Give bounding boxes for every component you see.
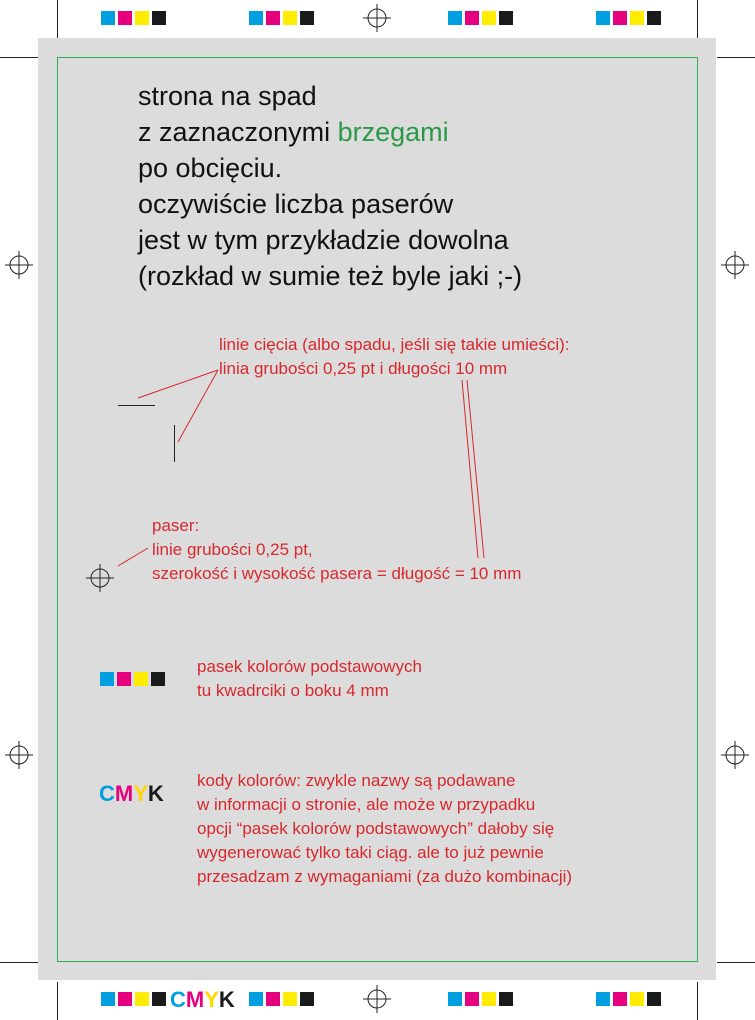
color-bar-top-3 [448,11,513,25]
color-codes-note-line-2: w informacji o stronie, ale może w przypadku [197,795,536,814]
main-text-line-2 [138,114,522,150]
cut-lines-note-line-1: linie cięcia (albo spadu, jeśli się takie umieści): [219,335,570,354]
register-mark-example [86,564,114,592]
example-crop-lines [118,406,175,463]
main-text-line-6: (rozkład w sumie też byle jaki ;-) [138,261,523,291]
highlight-edges: brzegami [337,117,449,147]
cut-lines-note-line-2: linia grubości 0,25 pt i długości 10 mm [219,359,508,378]
cut-lines-note [219,333,570,381]
leader-line-crop-vertical [178,370,218,442]
register-mark-right-upper [721,251,749,279]
leader-line-crop-horizontal [138,370,218,398]
main-text-line-2-prefix: z zaznaczonymi [138,117,338,147]
cmyk-c: C [170,987,186,1012]
color-bar-note-line-1: pasek kolorów podstawowych [197,657,422,676]
main-text-line-1: strona na spad [138,81,317,111]
color-bar-note-line-2: tu kwadrciki o boku 4 mm [197,681,389,700]
cmyk-m: M [114,781,134,806]
cmyk-y: Y [204,987,219,1012]
register-note-line-3: szerokość i wysokość pasera = długość = 10 mm [152,564,522,583]
main-text-line-5: jest w tym przykładzie dowolna [138,225,509,255]
color-bar-note [197,655,422,703]
register-mark-top [363,4,391,32]
cmyk-k: K [218,987,235,1012]
color-codes-note-line-4: wygenerować tylko taki ciąg. ale to już pewnie [197,843,544,862]
main-text-line-3: po obcięciu. [138,153,283,183]
cmyk-k: K [147,781,164,806]
register-note-line-1: paser: [152,516,200,535]
color-bar-top-2 [249,11,314,25]
color-bar-top-1 [101,11,166,25]
main-description [138,78,522,294]
register-mark-left-lower [5,741,33,769]
color-bar-bottom-1 [101,992,166,1006]
cmyk-label-bottom [170,989,235,1011]
cmyk-label-example [99,783,164,805]
register-mark-left-upper [5,251,33,279]
cmyk-m: M [185,987,205,1012]
cmyk-c: C [99,781,115,806]
color-codes-note-line-3: opcji “pasek kolorów podstawowych” dałoby się [197,819,555,838]
cmyk-y: Y [133,781,148,806]
register-note-line-2: linie grubości 0,25 pt, [152,540,313,559]
color-codes-note-line-1: kody kolorów: zwykle nazwy są podawane [197,771,516,790]
color-bar-bottom-3 [448,992,513,1006]
color-bar-example [100,672,165,686]
register-mark-right-lower [721,741,749,769]
color-bar-top-4 [596,11,661,25]
color-codes-note-line-5: przesadzam z wymaganiami (za dużo kombinacji) [197,867,573,886]
leader-line-register [118,548,148,566]
register-mark-bottom [363,985,391,1013]
register-note [152,514,521,586]
main-text-line-4: oczywiście liczba paserów [138,189,454,219]
color-codes-note [197,769,572,889]
color-bar-bottom-2 [249,992,314,1006]
color-bar-bottom-4 [596,992,661,1006]
